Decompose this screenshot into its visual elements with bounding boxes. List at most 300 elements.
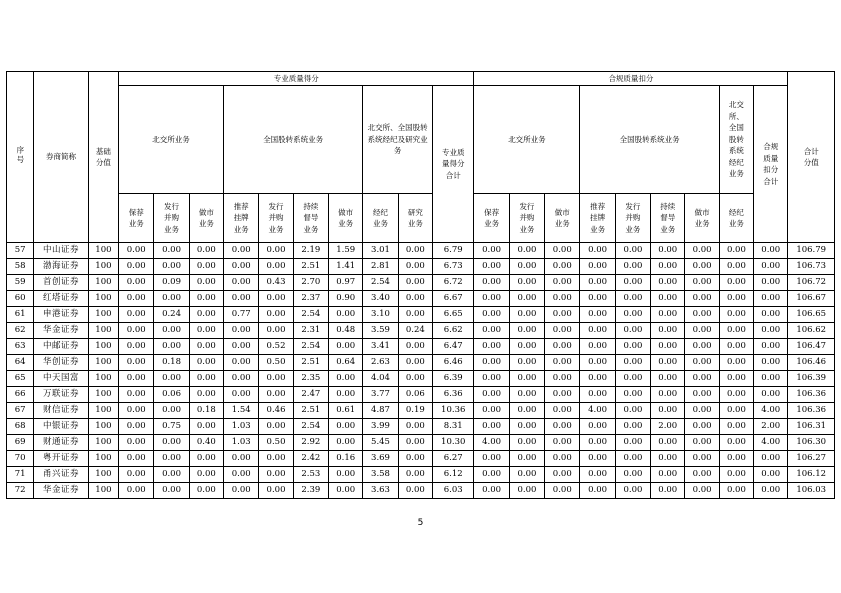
row-value: 0.61 — [329, 403, 363, 419]
row-value: 0.00 — [329, 483, 363, 499]
row-value: 0.00 — [509, 403, 544, 419]
row-value: 0.00 — [719, 275, 753, 291]
header-grand-total: 合计分值 — [788, 72, 835, 243]
row-value: 2.53 — [293, 467, 328, 483]
row-value: 0.00 — [509, 275, 544, 291]
row-value: 0.00 — [398, 355, 432, 371]
row-value: 0.00 — [189, 323, 223, 339]
row-value: 0.00 — [224, 243, 259, 259]
row-seq: 65 — [7, 371, 34, 387]
row-value: 0.00 — [119, 355, 154, 371]
row-value: 2.63 — [363, 355, 398, 371]
row-value: 0.00 — [189, 339, 223, 355]
row-value: 0.00 — [224, 275, 259, 291]
row-value: 0.00 — [580, 339, 615, 355]
row-value: 0.00 — [545, 483, 580, 499]
row-value: 1.54 — [224, 403, 259, 419]
row-value: 0.00 — [474, 291, 509, 307]
row-value: 106.36 — [788, 403, 835, 419]
row-value: 0.00 — [259, 483, 293, 499]
row-value: 0.00 — [754, 483, 788, 499]
row-value: 0.00 — [189, 307, 223, 323]
row-value: 0.00 — [719, 483, 753, 499]
row-value: 0.00 — [119, 275, 154, 291]
row-value: 0.00 — [154, 371, 189, 387]
row-value: 0.00 — [119, 307, 154, 323]
row-value: 3.69 — [363, 451, 398, 467]
row-broker-name: 粤开证券 — [34, 451, 89, 467]
row-value: 6.39 — [433, 371, 474, 387]
row-value: 2.19 — [293, 243, 328, 259]
row-value: 0.00 — [474, 307, 509, 323]
row-seq: 63 — [7, 339, 34, 355]
header-quality-total: 专业质量得分合计 — [433, 86, 474, 243]
row-value: 0.00 — [474, 371, 509, 387]
row-value: 0.00 — [259, 291, 293, 307]
row-value: 0.00 — [509, 451, 544, 467]
row-value: 0.00 — [651, 275, 685, 291]
row-value: 0.00 — [580, 419, 615, 435]
row-broker-name: 财通证券 — [34, 435, 89, 451]
row-value: 2.35 — [293, 371, 328, 387]
table-row — [7, 435, 835, 451]
row-value: 0.00 — [154, 259, 189, 275]
row-value: 0.00 — [398, 371, 432, 387]
row-value: 3.99 — [363, 419, 398, 435]
row-value: 0.00 — [719, 419, 753, 435]
row-seq: 71 — [7, 467, 34, 483]
row-value: 100 — [88, 371, 118, 387]
table-row — [7, 483, 835, 499]
row-value: 0.00 — [189, 291, 223, 307]
row-value: 106.65 — [788, 307, 835, 323]
row-value: 0.00 — [329, 419, 363, 435]
row-value: 0.00 — [545, 307, 580, 323]
row-value: 0.00 — [119, 483, 154, 499]
row-value: 0.00 — [580, 451, 615, 467]
row-value: 3.01 — [363, 243, 398, 259]
row-value: 0.00 — [719, 291, 753, 307]
row-value: 0.00 — [509, 435, 544, 451]
row-value: 0.00 — [189, 275, 223, 291]
row-value: 3.63 — [363, 483, 398, 499]
row-value: 0.00 — [545, 435, 580, 451]
row-value: 0.00 — [754, 243, 788, 259]
row-value: 0.00 — [545, 243, 580, 259]
row-value: 0.00 — [509, 291, 544, 307]
row-seq: 70 — [7, 451, 34, 467]
row-value: 0.00 — [398, 419, 432, 435]
row-value: 0.75 — [154, 419, 189, 435]
row-value: 0.00 — [259, 259, 293, 275]
row-value: 106.12 — [788, 467, 835, 483]
row-value: 0.00 — [398, 275, 432, 291]
row-broker-name: 华创证券 — [34, 355, 89, 371]
row-value: 0.52 — [259, 339, 293, 355]
subheader: 做市业务 — [189, 194, 223, 243]
row-value: 0.40 — [189, 435, 223, 451]
row-value: 106.79 — [788, 243, 835, 259]
row-value: 0.06 — [154, 387, 189, 403]
row-value: 0.00 — [754, 291, 788, 307]
header-c-total: 合规质量扣分合计 — [754, 86, 788, 243]
row-value: 100 — [88, 435, 118, 451]
row-value: 0.00 — [224, 259, 259, 275]
row-value: 0.00 — [474, 403, 509, 419]
row-value: 100 — [88, 259, 118, 275]
row-value: 0.00 — [224, 451, 259, 467]
row-value: 0.00 — [119, 339, 154, 355]
row-value: 0.00 — [580, 355, 615, 371]
row-value: 0.00 — [154, 323, 189, 339]
row-value: 0.00 — [329, 387, 363, 403]
row-value: 0.90 — [329, 291, 363, 307]
row-value: 0.00 — [685, 467, 719, 483]
row-value: 2.54 — [363, 275, 398, 291]
row-value: 0.00 — [719, 371, 753, 387]
row-value: 0.00 — [474, 483, 509, 499]
row-value: 6.72 — [433, 275, 474, 291]
row-value: 0.00 — [398, 483, 432, 499]
row-value: 0.00 — [580, 259, 615, 275]
header-quality-group: 专业质量得分 — [119, 72, 474, 86]
table-row — [7, 419, 835, 435]
row-seq: 68 — [7, 419, 34, 435]
row-value: 2.00 — [651, 419, 685, 435]
row-value: 1.03 — [224, 435, 259, 451]
row-value: 0.00 — [719, 403, 753, 419]
row-value: 0.00 — [719, 307, 753, 323]
row-value: 2.92 — [293, 435, 328, 451]
row-value: 6.27 — [433, 451, 474, 467]
row-value: 3.40 — [363, 291, 398, 307]
subheader: 发行并购业务 — [615, 194, 650, 243]
row-value: 0.00 — [545, 259, 580, 275]
row-value: 0.00 — [224, 483, 259, 499]
row-value: 0.00 — [719, 467, 753, 483]
row-value: 0.00 — [545, 467, 580, 483]
row-value: 2.51 — [293, 403, 328, 419]
row-value: 0.00 — [398, 291, 432, 307]
row-seq: 64 — [7, 355, 34, 371]
row-value: 0.00 — [119, 259, 154, 275]
row-value: 4.00 — [754, 403, 788, 419]
subheader: 做市业务 — [545, 194, 580, 243]
row-value: 8.31 — [433, 419, 474, 435]
row-value: 2.31 — [293, 323, 328, 339]
row-value: 100 — [88, 323, 118, 339]
row-value: 6.36 — [433, 387, 474, 403]
row-value: 0.00 — [651, 403, 685, 419]
header-c-neeq: 全国股转系统业务 — [580, 86, 719, 194]
row-value: 106.62 — [788, 323, 835, 339]
row-value: 0.00 — [651, 451, 685, 467]
row-value: 100 — [88, 467, 118, 483]
row-value: 0.00 — [509, 355, 544, 371]
row-value: 0.46 — [259, 403, 293, 419]
subheader: 研究业务 — [398, 194, 432, 243]
scores-table — [6, 71, 835, 499]
row-value: 0.00 — [119, 419, 154, 435]
subheader: 做市业务 — [685, 194, 719, 243]
row-value: 4.00 — [474, 435, 509, 451]
row-value: 0.00 — [329, 371, 363, 387]
row-value: 2.54 — [293, 307, 328, 323]
header-base: 基础分值 — [88, 72, 118, 243]
row-value: 6.73 — [433, 259, 474, 275]
table-row — [7, 451, 835, 467]
subheader: 持续督导业务 — [651, 194, 685, 243]
row-seq: 62 — [7, 323, 34, 339]
row-value: 0.00 — [615, 275, 650, 291]
row-value: 0.00 — [580, 275, 615, 291]
header-name: 券商简称 — [34, 72, 89, 243]
row-value: 0.00 — [651, 387, 685, 403]
row-seq: 67 — [7, 403, 34, 419]
row-value: 0.00 — [189, 387, 223, 403]
row-value: 0.00 — [754, 339, 788, 355]
row-value: 100 — [88, 451, 118, 467]
row-value: 0.00 — [189, 355, 223, 371]
row-value: 100 — [88, 307, 118, 323]
row-value: 100 — [88, 419, 118, 435]
row-value: 0.00 — [651, 371, 685, 387]
row-value: 0.00 — [259, 387, 293, 403]
row-seq: 72 — [7, 483, 34, 499]
row-seq: 60 — [7, 291, 34, 307]
row-value: 0.00 — [259, 451, 293, 467]
subheader: 经纪业务 — [363, 194, 398, 243]
row-value: 0.18 — [189, 403, 223, 419]
row-value: 0.00 — [685, 355, 719, 371]
row-value: 0.00 — [509, 467, 544, 483]
row-broker-name: 财信证券 — [34, 403, 89, 419]
row-value: 0.00 — [545, 339, 580, 355]
row-value: 0.00 — [119, 291, 154, 307]
row-value: 0.00 — [154, 451, 189, 467]
row-value: 0.00 — [719, 323, 753, 339]
row-value: 0.00 — [154, 291, 189, 307]
row-value: 0.00 — [474, 467, 509, 483]
row-value: 106.31 — [788, 419, 835, 435]
row-seq: 59 — [7, 275, 34, 291]
row-value: 0.00 — [329, 307, 363, 323]
row-value: 1.03 — [224, 419, 259, 435]
row-value: 0.00 — [685, 387, 719, 403]
row-value: 106.67 — [788, 291, 835, 307]
row-value: 0.00 — [474, 259, 509, 275]
table-row — [7, 323, 835, 339]
row-value: 2.00 — [754, 419, 788, 435]
row-value: 0.00 — [259, 419, 293, 435]
row-value: 0.00 — [580, 483, 615, 499]
row-value: 0.00 — [754, 387, 788, 403]
row-value: 0.00 — [224, 339, 259, 355]
row-value: 0.00 — [685, 403, 719, 419]
row-broker-name: 华金证券 — [34, 483, 89, 499]
row-value: 0.00 — [615, 451, 650, 467]
row-value: 106.73 — [788, 259, 835, 275]
row-value: 0.00 — [615, 483, 650, 499]
row-value: 2.39 — [293, 483, 328, 499]
row-value: 0.00 — [719, 387, 753, 403]
row-value: 0.00 — [509, 387, 544, 403]
row-value: 0.00 — [580, 243, 615, 259]
row-broker-name: 首创证券 — [34, 275, 89, 291]
table-row — [7, 387, 835, 403]
subheader: 做市业务 — [329, 194, 363, 243]
row-value: 0.00 — [754, 275, 788, 291]
row-value: 0.00 — [719, 355, 753, 371]
row-value: 0.00 — [754, 323, 788, 339]
row-value: 0.00 — [119, 387, 154, 403]
row-value: 0.00 — [509, 323, 544, 339]
row-value: 0.00 — [545, 371, 580, 387]
row-value: 0.00 — [685, 307, 719, 323]
row-value: 2.42 — [293, 451, 328, 467]
row-value: 3.77 — [363, 387, 398, 403]
row-value: 0.00 — [651, 483, 685, 499]
row-value: 0.00 — [398, 307, 432, 323]
row-value: 0.00 — [754, 259, 788, 275]
table-row — [7, 275, 835, 291]
row-value: 0.48 — [329, 323, 363, 339]
row-broker-name: 申港证券 — [34, 307, 89, 323]
row-value: 0.00 — [615, 467, 650, 483]
row-value: 106.72 — [788, 275, 835, 291]
row-value: 0.00 — [685, 371, 719, 387]
row-value: 0.00 — [545, 451, 580, 467]
row-value: 0.00 — [580, 387, 615, 403]
row-broker-name: 甬兴证券 — [34, 467, 89, 483]
row-value: 0.00 — [398, 467, 432, 483]
row-value: 0.19 — [398, 403, 432, 419]
row-value: 6.65 — [433, 307, 474, 323]
row-value: 0.00 — [580, 371, 615, 387]
row-value: 2.81 — [363, 259, 398, 275]
row-value: 6.47 — [433, 339, 474, 355]
row-value: 0.00 — [580, 323, 615, 339]
header-seq: 序号 — [7, 72, 34, 243]
row-value: 0.00 — [474, 339, 509, 355]
row-seq: 61 — [7, 307, 34, 323]
row-value: 6.79 — [433, 243, 474, 259]
row-value: 1.41 — [329, 259, 363, 275]
row-value: 106.36 — [788, 387, 835, 403]
row-seq: 66 — [7, 387, 34, 403]
row-broker-name: 渤海证券 — [34, 259, 89, 275]
row-value: 0.00 — [509, 307, 544, 323]
row-value: 0.00 — [189, 419, 223, 435]
header-broker: 北交所、全国股转系统经纪及研究业务 — [363, 86, 433, 194]
row-value: 0.00 — [329, 467, 363, 483]
row-value: 0.00 — [545, 355, 580, 371]
row-value: 2.47 — [293, 387, 328, 403]
row-value: 0.00 — [509, 483, 544, 499]
row-value: 106.46 — [788, 355, 835, 371]
header-bse: 北交所业务 — [119, 86, 224, 194]
row-value: 0.00 — [545, 403, 580, 419]
row-value: 0.00 — [224, 291, 259, 307]
row-value: 0.00 — [154, 467, 189, 483]
row-value: 0.00 — [651, 355, 685, 371]
row-value: 4.04 — [363, 371, 398, 387]
subheader: 保荐业务 — [119, 194, 154, 243]
row-value: 0.00 — [651, 435, 685, 451]
row-value: 100 — [88, 275, 118, 291]
page-number: 5 — [417, 518, 424, 528]
row-value: 0.00 — [189, 467, 223, 483]
row-value: 0.00 — [189, 451, 223, 467]
row-value: 0.00 — [580, 435, 615, 451]
row-broker-name: 华金证券 — [34, 323, 89, 339]
row-value: 0.97 — [329, 275, 363, 291]
row-value: 0.00 — [545, 323, 580, 339]
row-value: 0.00 — [545, 291, 580, 307]
row-broker-name: 中邮证券 — [34, 339, 89, 355]
row-value: 0.00 — [651, 339, 685, 355]
table-row — [7, 291, 835, 307]
row-value: 0.00 — [154, 243, 189, 259]
row-value: 0.77 — [224, 307, 259, 323]
row-value: 0.00 — [224, 355, 259, 371]
subheader: 持续督导业务 — [293, 194, 328, 243]
row-value: 0.00 — [615, 339, 650, 355]
row-value: 0.00 — [398, 451, 432, 467]
row-value: 0.00 — [474, 243, 509, 259]
subheader: 推荐挂牌业务 — [580, 194, 615, 243]
row-value: 2.51 — [293, 259, 328, 275]
subheader: 发行并购业务 — [154, 194, 189, 243]
row-value: 3.59 — [363, 323, 398, 339]
subheader: 推荐挂牌业务 — [224, 194, 259, 243]
row-value: 6.62 — [433, 323, 474, 339]
subheader: 发行并购业务 — [509, 194, 544, 243]
row-value: 0.00 — [259, 371, 293, 387]
row-value: 4.87 — [363, 403, 398, 419]
row-value: 0.00 — [224, 323, 259, 339]
row-value: 100 — [88, 291, 118, 307]
row-value: 0.00 — [754, 307, 788, 323]
row-value: 0.00 — [119, 451, 154, 467]
subheader: 保荐业务 — [474, 194, 509, 243]
row-value: 0.00 — [719, 259, 753, 275]
row-value: 0.00 — [398, 243, 432, 259]
row-value: 5.45 — [363, 435, 398, 451]
row-value: 0.00 — [224, 467, 259, 483]
row-value: 0.64 — [329, 355, 363, 371]
row-value: 0.00 — [719, 435, 753, 451]
row-value: 0.00 — [119, 243, 154, 259]
row-value: 0.00 — [580, 291, 615, 307]
table-row — [7, 403, 835, 419]
row-value: 0.00 — [398, 259, 432, 275]
row-value: 0.00 — [685, 483, 719, 499]
table-row — [7, 259, 835, 275]
row-value: 0.00 — [615, 403, 650, 419]
row-value: 0.00 — [329, 435, 363, 451]
row-value: 0.00 — [545, 387, 580, 403]
row-value: 0.00 — [474, 451, 509, 467]
subheader: 发行并购业务 — [259, 194, 293, 243]
row-value: 0.00 — [580, 307, 615, 323]
row-value: 0.00 — [685, 275, 719, 291]
row-broker-name: 红塔证券 — [34, 291, 89, 307]
row-value: 0.00 — [474, 355, 509, 371]
row-value: 100 — [88, 387, 118, 403]
row-value: 0.00 — [719, 451, 753, 467]
row-value: 0.00 — [685, 243, 719, 259]
